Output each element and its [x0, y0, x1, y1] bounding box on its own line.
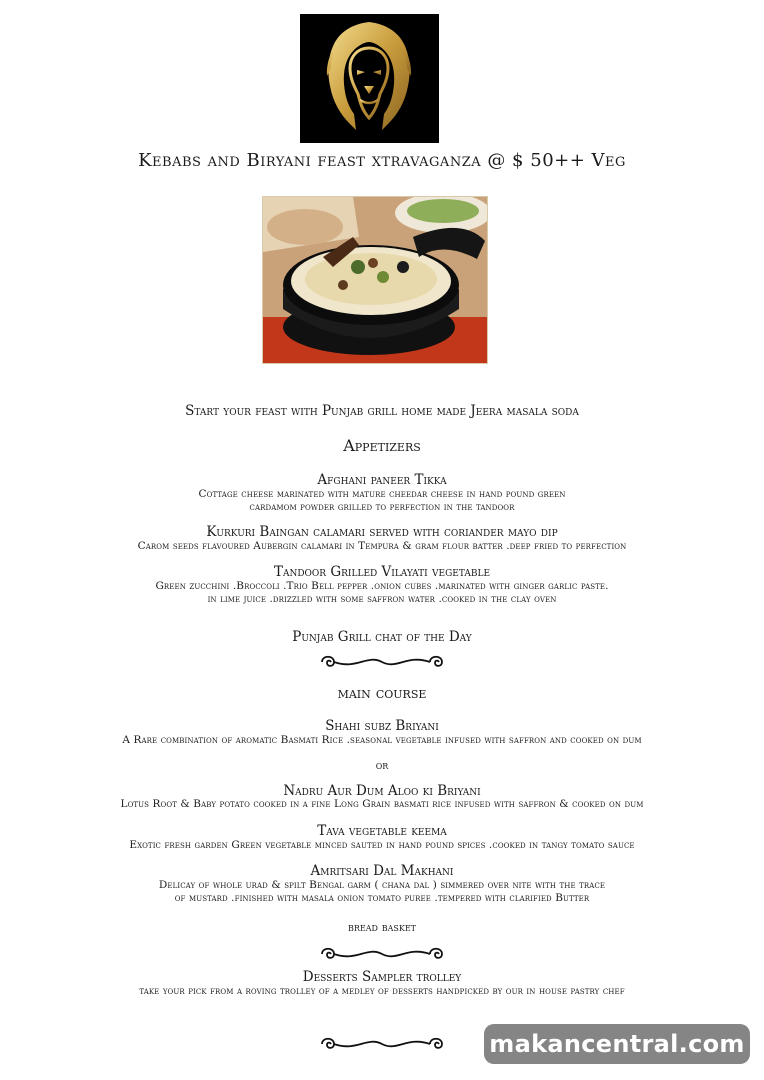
dish-description: Lotus Root & Baby potato cooked in a fine Long Grain basmati rice infused with saffron & cooked on dum: [120, 798, 644, 810]
dish-description: cardamom powder grilled to perfection in the tandoor: [249, 501, 515, 513]
dish-description: Delicay of whole urad & spilt Bengal garm ( chana dal ) simmered over nite with the trace: [158, 879, 606, 891]
dish-description: in lime juice .drizzled with some saffron water .cooked in the clay oven: [207, 593, 557, 605]
dish-name: Shahi subz Briyani: [325, 718, 439, 734]
menu-title: Kebabs and Biryani feast xtravaganza @ $ 50++ Veg: [138, 150, 626, 171]
dish-name: Tava vegetable keema: [317, 823, 447, 839]
biryani-pot-photo: [262, 196, 488, 364]
intro-line: Start your feast with Punjab grill home made Jeera masala soda: [185, 403, 579, 419]
dish-name: Nadru Aur Dum Aloo ki Briyani: [283, 783, 481, 799]
dish-name: Amritsari Dal Makhani: [310, 863, 454, 879]
dish-name: Kurkuri Baingan calamari served with coriander mayo dip: [206, 524, 558, 540]
bread-basket: bread basket: [347, 920, 417, 934]
dish-description: of mustard .finished with masala onion tomato puree .tempered with clarified Butter: [174, 892, 590, 904]
dish-description: take your pick from a roving trolley of a medley of desserts handpicked by our in house pastry chef: [139, 985, 625, 997]
dish-description: Exotic fresh garden Green vegetable minced sauted in hand pound spices .cooked in tangy tomato sauce: [129, 839, 635, 851]
appetizers-heading: Appetizers: [343, 436, 421, 455]
dish-description: A Rare combination of aromatic Basmati Rice .seasonal vegetable infused with saffron and cooked on dum: [122, 734, 642, 746]
chat-of-the-day: Punjab Grill chat of the Day: [292, 629, 472, 645]
dish-name: Tandoor Grilled Vilayati vegetable: [273, 564, 491, 580]
scroll-flourish-divider-icon: [0, 652, 764, 676]
dish-description: Green zucchini .Broccoli .Trio Bell pepper .onion cubes .marinated with ginger garlic paste.: [155, 580, 609, 592]
watermark: makancentral.com: [484, 1024, 750, 1064]
lion-head-logo: [300, 14, 439, 143]
dish-description: Cottage cheese marinated with mature cheedar cheese in hand pound green: [198, 488, 566, 500]
dish-name: Afghani paneer Tikka: [317, 472, 447, 488]
main-course-heading: main course: [337, 683, 427, 702]
dish-name: Desserts Sampler trolley: [302, 969, 462, 985]
or-separator: or: [375, 758, 389, 772]
scroll-flourish-divider-icon: [0, 944, 764, 968]
dish-description: Carom seeds flavoured Aubergin calamari in Tempura & gram flour batter .deep fried to perfection: [137, 540, 627, 552]
